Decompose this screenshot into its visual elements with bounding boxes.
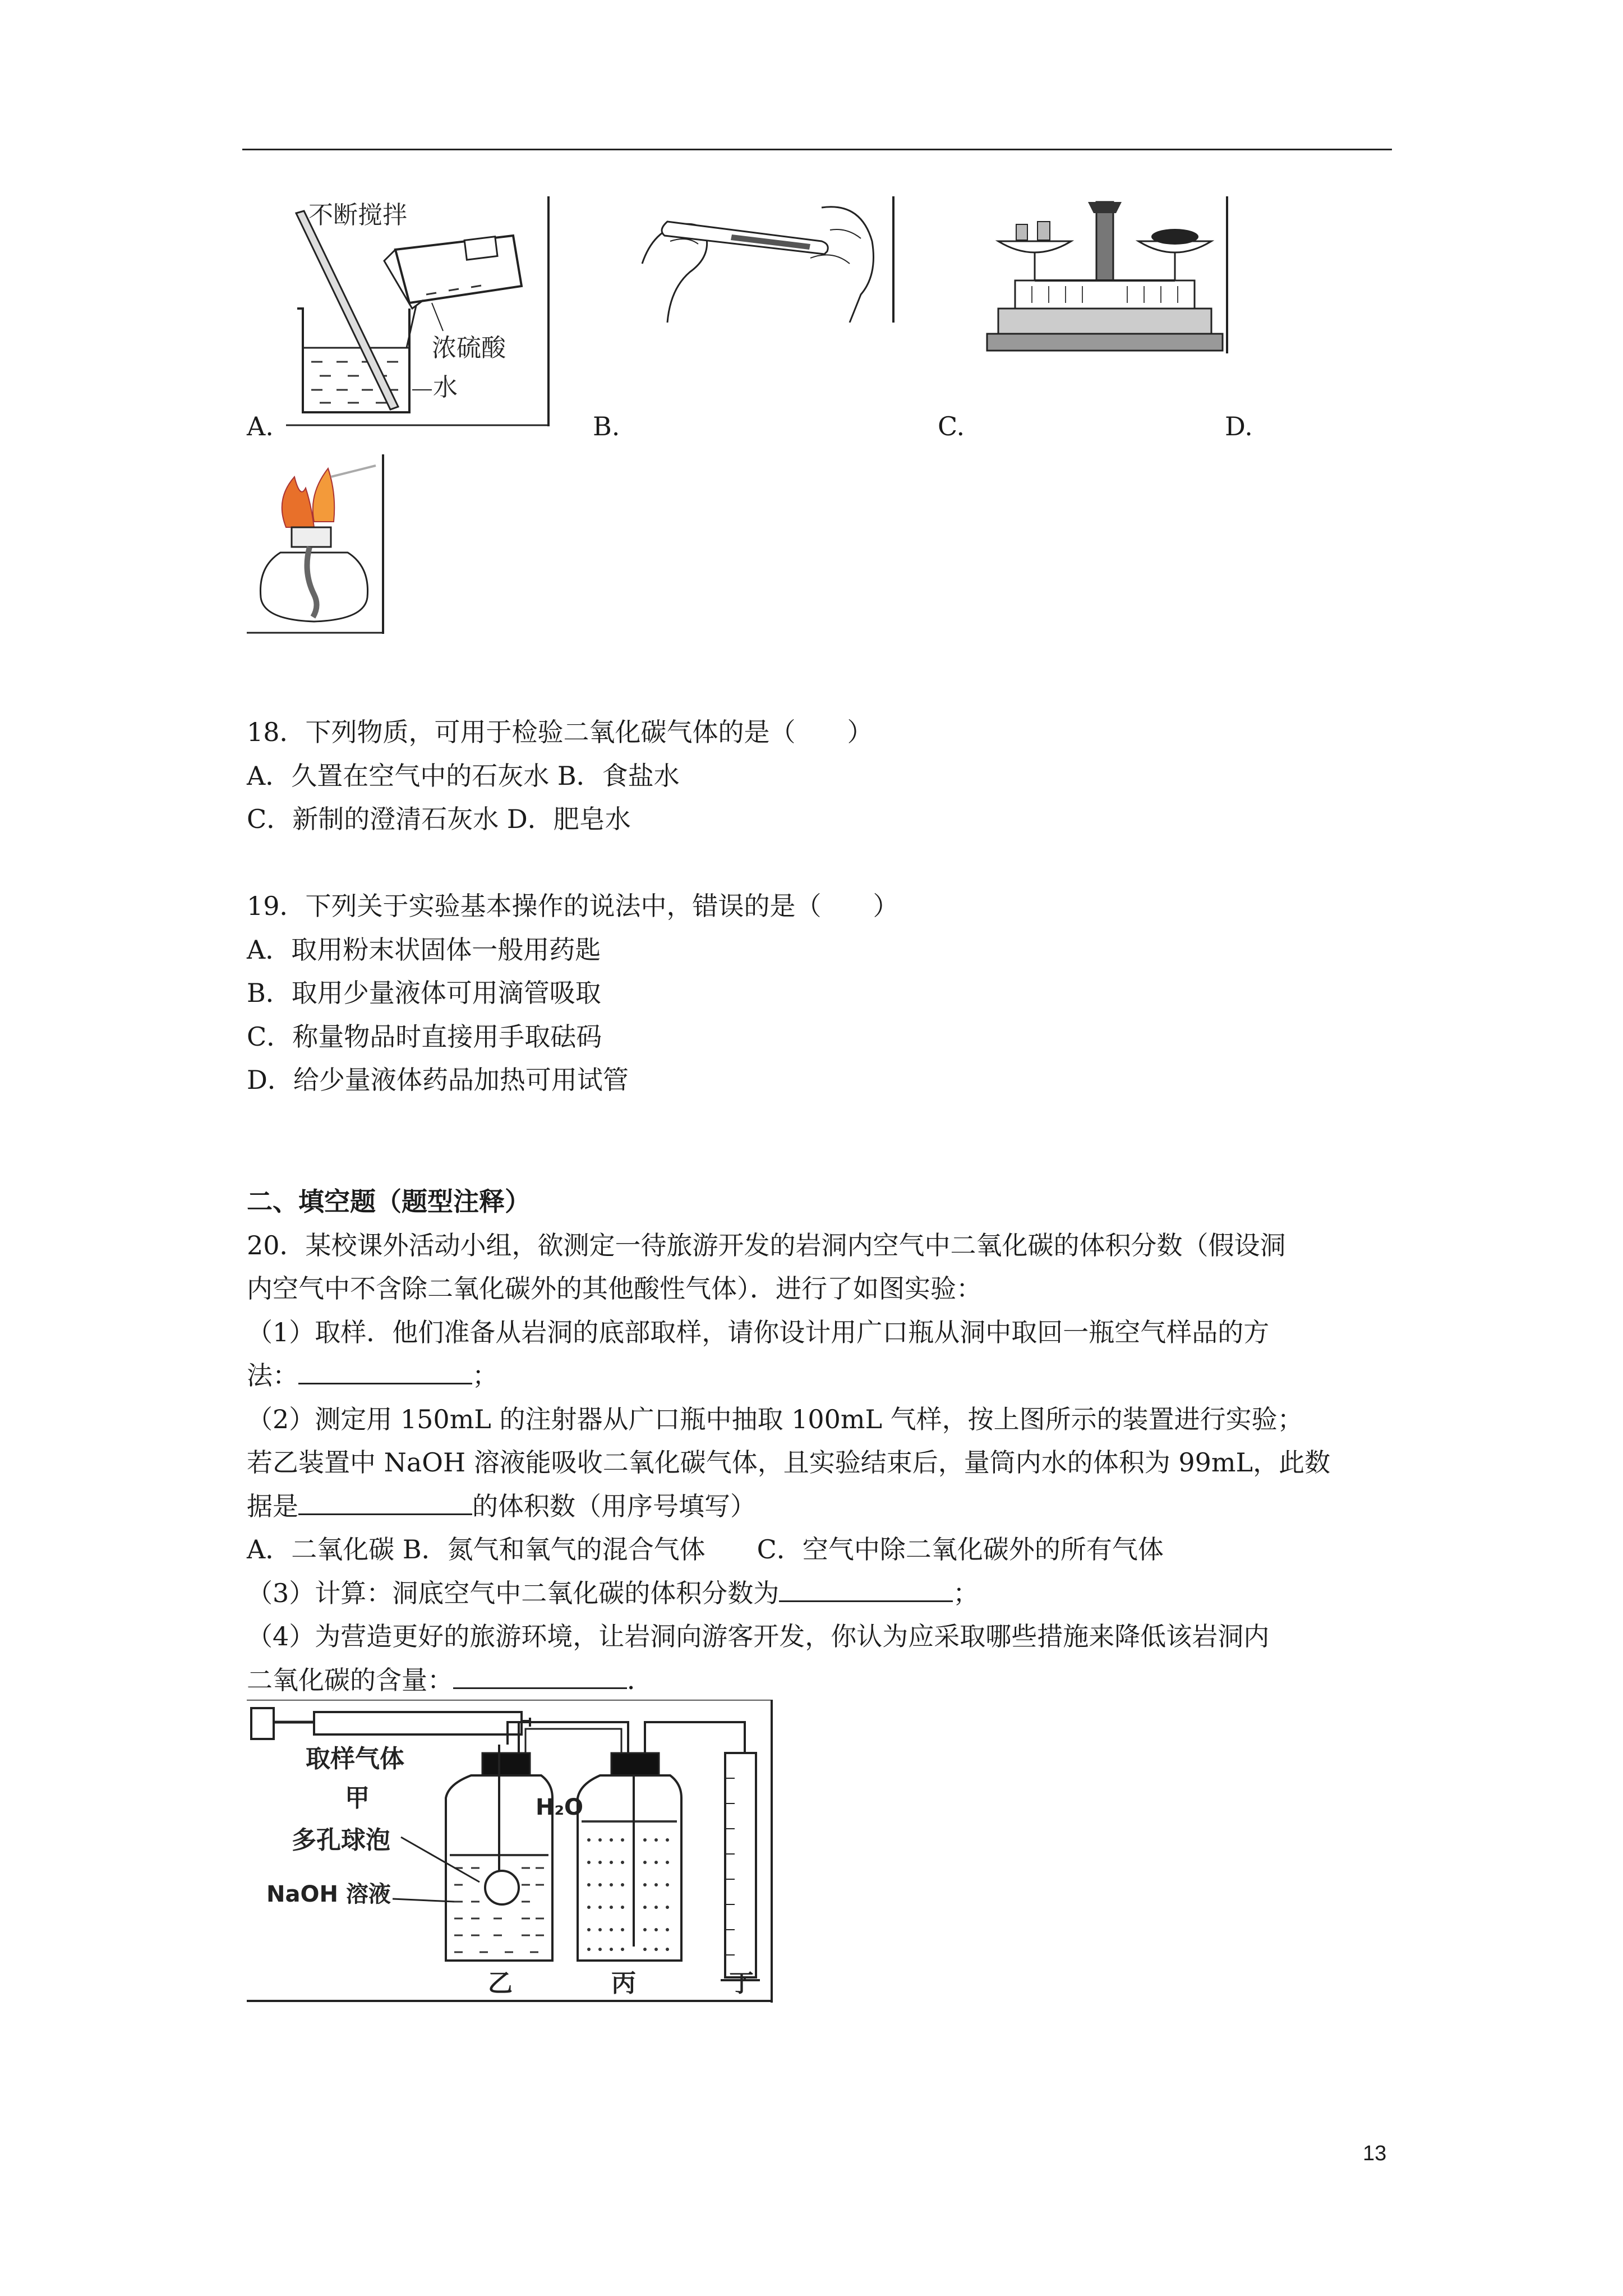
label-h2o: H₂O	[536, 1795, 583, 1820]
label-conc-acid: 浓硫酸	[432, 334, 506, 362]
label-bing: 丙	[611, 1969, 636, 1998]
answer-blank-4[interactable]	[453, 1665, 627, 1689]
q20-p4-line2	[247, 1663, 653, 1697]
label-jia: 甲	[345, 1784, 370, 1812]
label-yi: 乙	[488, 1969, 513, 1998]
q19-option-d: D．给少量液体药品加热可用试管	[247, 1065, 629, 1095]
q20-p2-line3	[247, 1489, 756, 1523]
q19-option-b: B．取用少量液体可用滴管吸取	[247, 978, 601, 1008]
q18-options-line1: A．久置在空气中的石灰水 B．食盐水	[247, 761, 680, 791]
label-water: 水	[433, 373, 458, 402]
label-porous-bulb: 多孔球泡	[292, 1826, 390, 1855]
q20-p4-line2-text: 二氧化碳的含量：	[247, 1665, 453, 1695]
label-ding: 丁	[729, 1969, 754, 1998]
answer-blank-1[interactable]	[298, 1360, 472, 1384]
q18-options-line2: C．新制的澄清石灰水 D．肥皂水	[247, 804, 631, 834]
q20-line1: 20．某校课外活动小组，欲测定一待旅游开发的岩洞内空气中二氧化碳的体积分数（假设洞	[247, 1230, 1286, 1260]
q18-stem: 18．下列物质，可用于检验二氧化碳气体的是（ ）	[247, 717, 873, 747]
option-a-label: A.	[247, 411, 274, 441]
header-rule	[242, 149, 1392, 150]
q20-p1-line2-end: ；	[472, 1360, 498, 1391]
answer-blank-3[interactable]	[779, 1578, 953, 1602]
page-number: 13	[1363, 2142, 1387, 2165]
q20-p2-line3-text: 据是	[247, 1491, 298, 1521]
q20-line2: 内空气中不含除二氧化碳外的其他酸性气体）．进行了如图实验：	[247, 1273, 982, 1304]
q20-p1-line2-text: 法：	[247, 1360, 298, 1391]
section-heading: 二、填空题（题型注释）	[247, 1186, 531, 1217]
option-d-label: D.	[1225, 411, 1253, 441]
q20-p3	[247, 1576, 979, 1610]
figure-b-test-tube	[637, 196, 895, 323]
option-c-label: C.	[938, 411, 965, 441]
label-naoh: NaOH 溶液	[266, 1881, 391, 1907]
figure-d-alcohol-lamp	[247, 454, 384, 634]
q19-option-c: C．称量物品时直接用手取砝码	[247, 1022, 602, 1052]
figure-c-balance	[981, 196, 1228, 353]
q19-stem: 19．下列关于实验基本操作的说法中，错误的是（ ）	[247, 891, 899, 921]
label-stir: 不断搅拌	[308, 201, 407, 229]
q20-p4-line2-end: ．	[627, 1665, 653, 1695]
answer-blank-2[interactable]	[298, 1491, 472, 1515]
q19-option-a: A．取用粉末状固体一般用药匙	[247, 935, 601, 965]
q20-p2-line2: 若乙装置中 NaOH 溶液能吸收二氧化碳气体，且实验结束后，量筒内水的体积为 99mL，此数	[247, 1447, 1331, 1478]
figure-a-diluting-acid	[286, 196, 550, 426]
q20-p4-line1: （4）为营造更好的旅游环境，让岩洞向游客开发，你认为应采取哪些措施来降低该岩洞内	[247, 1621, 1270, 1651]
q20-p2-line1: （2）测定用 150mL 的注射器从广口瓶中抽取 100mL 气样，按上图所示的装置进行实验；	[247, 1404, 1303, 1434]
q20-p2-line3-end: 的体积数（用序号填写）	[472, 1491, 756, 1521]
q20-p1-line2	[247, 1359, 498, 1392]
q20-p2-options: A．二氧化碳 B．氮气和氧气的混合气体 C．空气中除二氧化碳外的所有气体	[247, 1534, 1164, 1565]
option-b-label: B.	[593, 411, 620, 441]
q20-p3-end: ；	[953, 1578, 979, 1608]
q20-p1-line1: （1）取样．他们准备从岩洞的底部取样，请你设计用广口瓶从洞中取回一瓶空气样品的方	[247, 1317, 1270, 1347]
q20-p3-text: （3）计算：洞底空气中二氧化碳的体积分数为	[247, 1578, 780, 1608]
figure-co2-apparatus	[247, 1700, 774, 2003]
label-sample-gas: 取样气体	[306, 1745, 404, 1773]
